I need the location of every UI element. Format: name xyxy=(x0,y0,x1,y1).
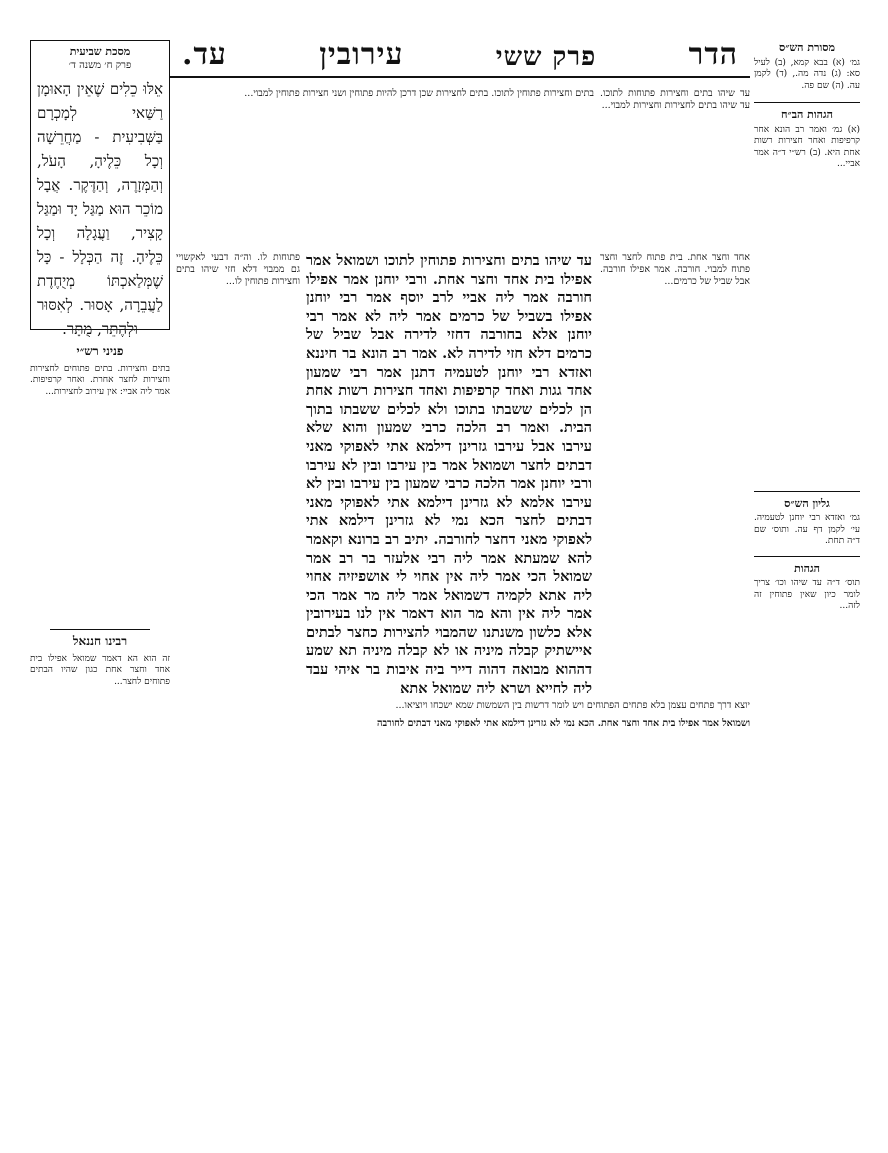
rashi-side-column: אחד וחצר אחת. בית פתוח לחצר וחצר פתוח למבוי. חורבה. אמר אפילו חורבה. אבל שביל של כרמים... xyxy=(600,252,750,287)
right-margin-column xyxy=(754,40,860,621)
hagahot-habach-title: הגהות הב״ח xyxy=(781,108,833,121)
mishnah-box-subtitle: פרק ח׳ משנה ד׳ xyxy=(68,60,132,71)
hagahot-block xyxy=(754,556,860,613)
tosafot-top: בתים וחצירות פתוחין לתוכו. בתים לחצירות שכן דרכן להיות פתוחין ושני חצירות פתוחין למבוי... xyxy=(244,88,594,99)
tractate-name: עירובין xyxy=(319,37,404,72)
bottom-commentary-text: יוצא דרך פתחים עצמן בלא פתחים הפתוחים ויש לומר דרשות בין השמשות שמא ישכחו ויוציאו... xyxy=(395,700,750,711)
masoret-text: גמ׳ (א) בבא קמא, (ב) לעיל סא: (ג) נדה מה., (ד) לקמן עה. (ה) שם פה. xyxy=(754,57,860,91)
chapter-name: הדר xyxy=(688,37,738,72)
rabbenu-chananel-text: זה הוא הא דאמר שמואל אפילו בית אחד וחצר אחת כגון שהיו הבתים פתוחים לחצר... xyxy=(30,653,170,687)
hagahot-text: תוס׳ ד״ה עד שיהו וכו׳ צריך לומר כיון שאין פתוחין זה לזה... xyxy=(754,578,860,611)
gilyon-hashas-block xyxy=(754,491,860,548)
hagahot-habach-block xyxy=(754,102,860,171)
peninei-rashi-column xyxy=(30,340,170,620)
rabbenu-chananel-title: רבינו חננאל xyxy=(72,634,128,648)
mishnah-box-text: אֵלּוּ כֵלִים שֶׁאֵין הָאוּמָן רַשַּׁאי לְמָכְרָם בַּשְּׁבִיעִית - מַחֲרֵשָׁה וְכָל כֵּלֶיהָ, הָעֹל, וְהַמְּזָרֶה, וְהַדֶּקֶר. אֲבָל מוֹכֵר הוּא מַגַּל יָד וּמַגַּל קָצִיר, וַעֲגָלָה וְכָל כֵּלֶיהָ. זֶה הַכְּלָל - כָּל שֶׁמְּלַאכְתּוֹ מְיֻחֶדֶת לַעֲבֵרָה, אָסוּר. לְאִסּוּר וּלְהֶתֵּר, מֻתָּר. xyxy=(37,80,163,338)
gemara-text-block xyxy=(306,252,592,698)
rabbenu-chananel-column xyxy=(30,625,170,945)
gemara-text: עד שיהו בתים וחצירות פתוחין לתוכו ושמואל אמר אפילו בית אחד וחצר אחת. ורבי יוחנן אמר אפילו חורבה אמר ליה אביי לרב יוסף אמר רבי יוחנן אפילו בשביל של כרמים אמר ליה לא אמר רבי יוחנן אלא בחורבה דחזי לדירה אבל שביל של כרמים דלא חזי לדירה לא. אמר רב הונא בר חיננא ואזדא רבי יוחנן לטעמיה דתנן אמר רבי שמעון אחד גגות ואחד קרפיפות ואחד חצירות רשות אחת הן לכלים ששבתו בתוכו ולא לכלים ששבתו בתוך הבית. ואמר רב הלכה כרבי שמעון והוא שלא עירבו אבל עירבו גזרינן דילמא אתי לאפוקי מאני דבתים לחצר ושמואל אמר בין עירבו ובין לא עירבו ורבי יוחנן אמר הלכה כרבי שמעון בין עירבו ובין לא עירבו אלמא לא גזרינן דילמא אתי לאפוקי מאני דבתים לחצר הכא נמי לא גזרינן דילמא אתי לאפוקי מאני דחצר לחורבה. יתיב רב ברונא וקאמר להא שמעתא אמר ליה רבי אלעזר בר רב אמר שמואל הכי אמר ליה אין אחוי לי אושפיזיה אחוי ליה אתא לקמיה דשמואל אמר ליה מר אמר הכי אמר ליה אין והא מר הוא דאמר אין לנו בעירובין אלא כלשון משנתנו שהמבוי להצירות כחצר לבתים איישתיק קבלה מיניה או לא קבלה מיניה תא שמע דההוא מבואה דהוה דייר ביה איבות בר איהי עבד ליה לחייא ושרא ליה שמואל אתא xyxy=(306,252,592,697)
mishnah-sheviit-box xyxy=(30,40,170,338)
masoret-title: מסורת הש״ס xyxy=(778,41,836,54)
hagahot-title: הגהות xyxy=(794,561,820,575)
gilyon-hashas-text: גמ׳ ואזדא רבי יוחנן לטעמיה. עי׳ לקמן דף עה. ותוס׳ שם ד״ה תחת. xyxy=(754,513,860,546)
tosafot-side-column: פתוחות לו. וה״ה דבעי לאקשויי גם ממבוי דלא חזי שיהו בתים וחצירות פתוחין לו... xyxy=(176,252,300,287)
divider xyxy=(50,629,150,630)
hagahot-habach-text: (א) גמ׳ ואמר רב הונא אחר קרפיפות ואחר חצירות רשות אחת היא. (ב) רש״י ד״ה אמר אביי... xyxy=(754,124,860,169)
peninei-rashi-title: פניני רש״י xyxy=(76,344,124,358)
daf-number: עד. xyxy=(182,37,227,72)
bottom-commentary xyxy=(176,700,750,1120)
chapter-number: פרק ששי xyxy=(495,42,597,72)
peninei-rashi-text: בתים וחצירות. בתים פתוחים לחצירות וחצירות לחצר אחרת. ואחר קרפיפות. אמר ליה אביי: אין עירוב לחצירות... xyxy=(30,363,170,397)
gilyon-hashas-title: גליון הש״ס xyxy=(784,496,830,510)
page-header xyxy=(170,38,750,78)
gemara-bottom-line: ושמואל אמר אפילו בית אחד וחצר אחת. הכא נמי לא גזרינן דילמא אתי לאפוקי מאני דבתים לחורבה xyxy=(376,718,750,729)
rashi-top: עד שיהו בתים וחצירות פתוחות לתוכו. עד שיהו בתים לחצירות וחצירות למבוי... xyxy=(600,88,750,111)
mishnah-box-title: מסכת שביעית xyxy=(69,45,131,58)
